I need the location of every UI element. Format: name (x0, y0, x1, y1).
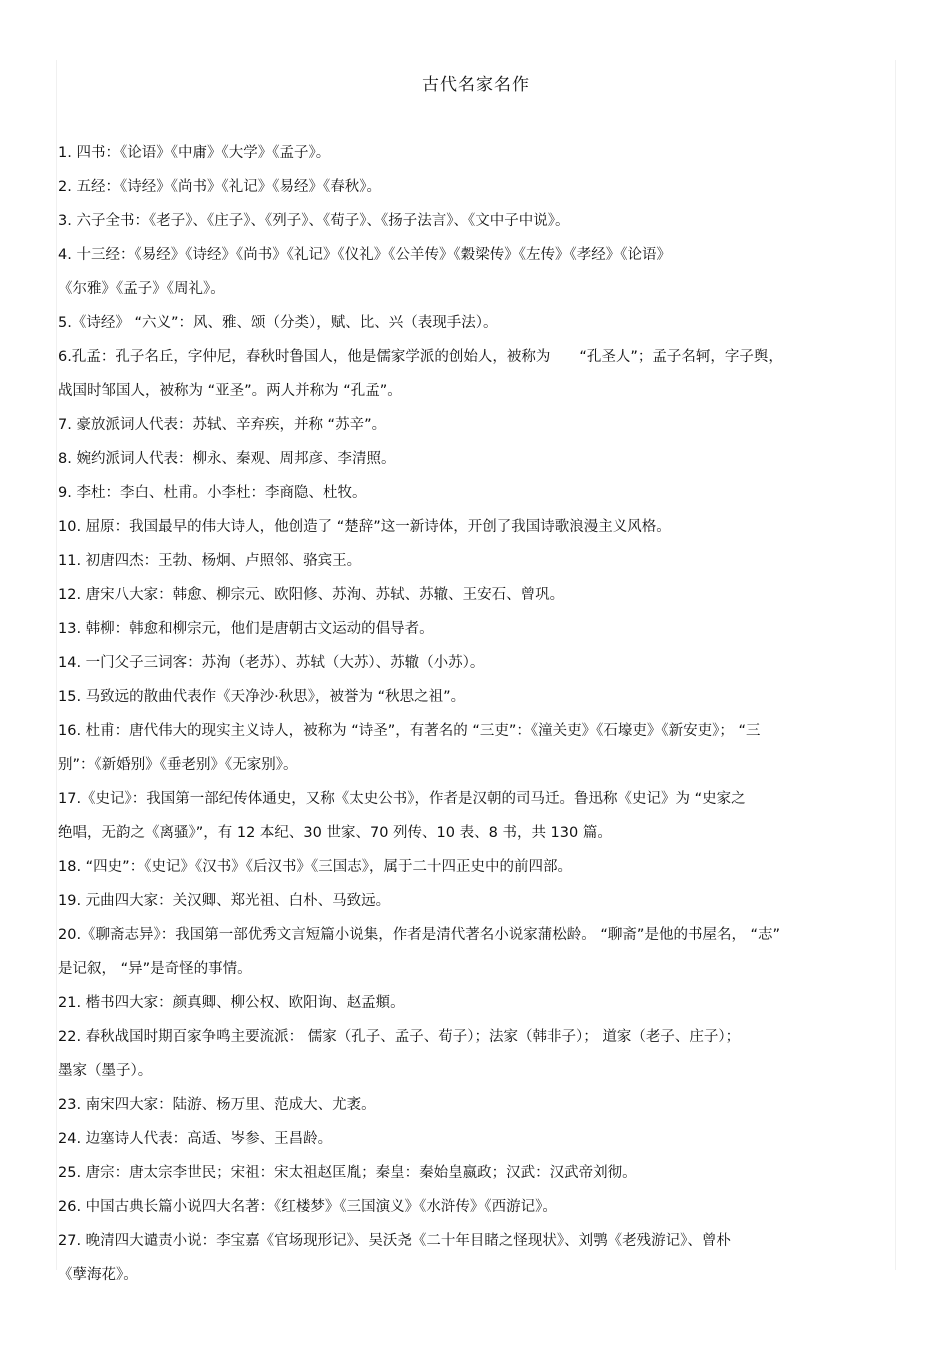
text-line: 10. 屈原：我国最早的伟大诗人，他创造了 “楚辞”这一新诗体，开创了我国诗歌浪漫主义风格。 (58, 519, 671, 535)
text-line: 5.《诗经》 “六义”：风、雅、颂（分类），赋、比、兴（表现手法）。 (58, 315, 498, 331)
text-line: 墨家（墨子）。 (58, 1063, 153, 1079)
document-body (58, 136, 894, 1292)
document-title: 古代名家名作 (422, 75, 530, 95)
text-line: 战国时邹国人，被称为 “亚圣”。两人并称为 “孔孟”。 (58, 383, 402, 399)
text-line: 19. 元曲四大家：关汉卿、郑光祖、白朴、马致远。 (58, 893, 391, 909)
text-line: 14. 一门父子三词客：苏洵（老苏）、苏轼（大苏）、苏辙（小苏）。 (58, 655, 485, 671)
text-line: 13. 韩柳：韩愈和柳宗元，他们是唐朝古文运动的倡导者。 (58, 621, 434, 637)
document-page (56, 60, 896, 1283)
text-line: 4. 十三经：《易经》《诗经》《尚书》《礼记》《仪礼》《公羊传》《穀梁传》《左传》《孝经》《论语》 (58, 247, 671, 263)
text-line: 2. 五经：《诗经》《尚书》《礼记》《易经》《春秋》。 (58, 179, 381, 195)
text-line: 16. 杜甫：唐代伟大的现实主义诗人，被称为 “诗圣”，有著名的 “三吏”：《潼关吏》《石壕吏》《新安吏》； “三 (58, 723, 761, 739)
text-line: 1. 四书：《论语》《中庸》《大学》《孟子》。 (58, 145, 331, 161)
text-line: 7. 豪放派词人代表：苏轼、辛弃疾，并称 “苏辛”。 (58, 417, 387, 433)
text-line: 24. 边塞诗人代表：高适、岑参、王昌龄。 (58, 1131, 333, 1147)
text-line: 22. 春秋战国时期百家争鸣主要流派： 儒家（孔子、孟子、荀子）；法家（韩非子）； 道家（老子、庄子）； (58, 1029, 741, 1045)
text-line: 15. 马致远的散曲代表作《天净沙·秋思》，被誉为 “秋思之祖”。 (58, 689, 466, 705)
text-line: 21. 楷书四大家：颜真卿、柳公权、欧阳询、赵孟頫。 (58, 995, 405, 1011)
text-line: 《孽海花》。 (58, 1267, 138, 1283)
text-line: 18. “四史”：《史记》《汉书》《后汉书》《三国志》，属于二十四正史中的前四部。 (58, 859, 572, 875)
text-line: 绝唱，无韵之《离骚》”，有 12 本纪、30 世家、70 列传、10 表、8 书，共 130 篇。 (58, 825, 612, 841)
text-line: 11. 初唐四杰：王勃、杨炯、卢照邻、骆宾王。 (58, 553, 362, 569)
text-line: 是记叙， “异”是奇怪的事情。 (58, 961, 252, 977)
text-line: 《尔雅》《孟子》《周礼》。 (58, 281, 225, 297)
text-line: 12. 唐宋八大家：韩愈、柳宗元、欧阳修、苏洵、苏轼、苏辙、王安石、曾巩。 (58, 587, 565, 603)
text-line: 26. 中国古典长篇小说四大名著：《红楼梦》《三国演义》《水浒传》《西游记》。 (58, 1199, 557, 1215)
text-line: 6.孔孟：孔子名丘，字仲尼，春秋时鲁国人，他是儒家学派的创始人，被称为 “孔圣人”；孟子名轲，字子舆， (58, 349, 783, 365)
text-line: 23. 南宋四大家：陆游、杨万里、范成大、尤袤。 (58, 1097, 376, 1113)
text-line: 17.《史记》：我国第一部纪传体通史，又称《太史公书》，作者是汉朝的司马迁。鲁迅称《史记》为 “史家之 (58, 791, 746, 807)
text-line: 8. 婉约派词人代表：柳永、秦观、周邦彦、李清照。 (58, 451, 396, 467)
text-line: 25. 唐宗：唐太宗李世民；宋祖：宋太祖赵匡胤；秦皇：秦始皇嬴政；汉武：汉武帝刘彻。 (58, 1165, 637, 1181)
text-line: 别”：《新婚别》《垂老别》《无家别》。 (58, 757, 298, 773)
text-line: 20.《聊斋志异》：我国第一部优秀文言短篇小说集，作者是清代著名小说家蒲松龄。 “聊斋”是他的书屋名， “志” (58, 927, 781, 943)
text-line: 27. 晚清四大谴责小说：李宝嘉《官场现形记》、吴沃尧《二十年目睹之怪现状》、刘鹗《老残游记》、曾朴 (58, 1233, 731, 1249)
text-line: 3. 六子全书：《老子》、《庄子》、《列子》、《荀子》、《扬子法言》、《文中子中说》。 (58, 213, 570, 229)
text-line: 9. 李杜：李白、杜甫。小李杜：李商隐、杜牧。 (58, 485, 367, 501)
